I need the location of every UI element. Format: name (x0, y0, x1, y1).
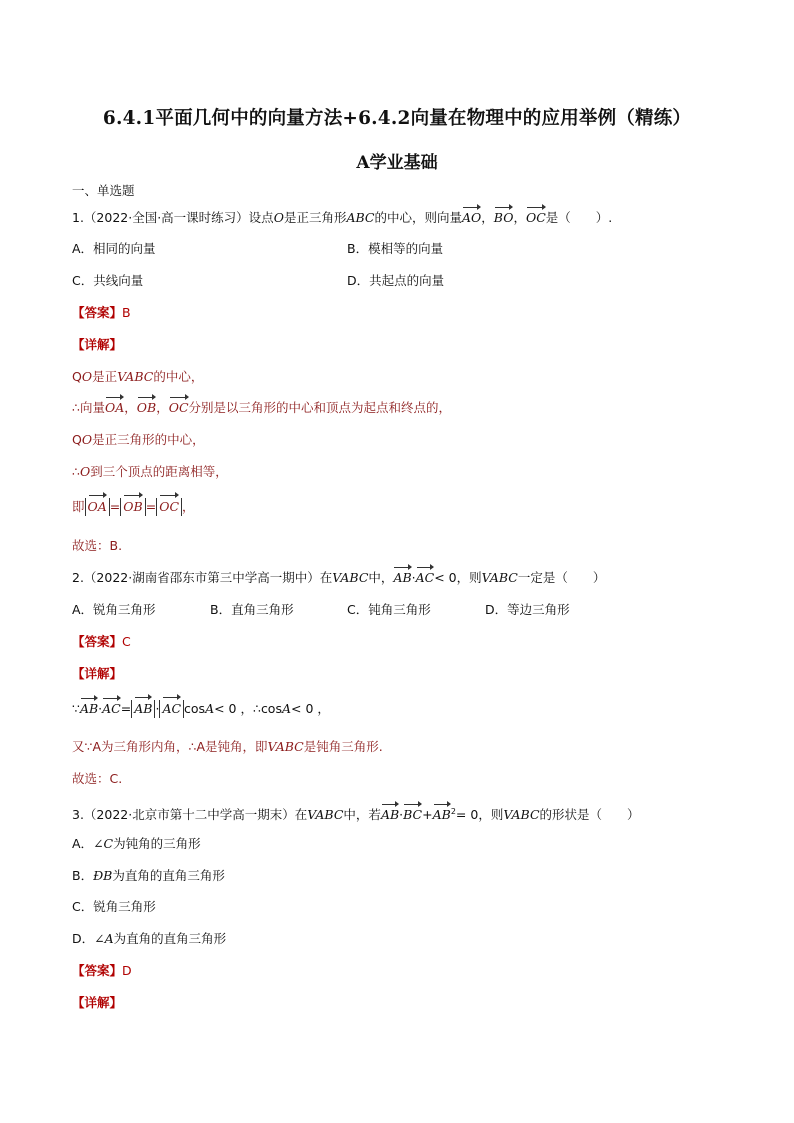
question-1-mid2: 的中心，则向量 (374, 210, 462, 225)
option-prefix: B． (72, 868, 94, 883)
angle-b: ÐB (93, 868, 113, 883)
section-heading: 一、单选题 (72, 183, 135, 198)
question-3 (72, 804, 640, 823)
point-o: O (79, 464, 91, 479)
question-2-prefix: 2.（2022·湖南省邵东市第三中学高一期中）在 (72, 570, 333, 585)
question-3-prefix: 3.（2022·北京市第十二中学高一期末）在 (72, 807, 308, 823)
vector-oa: OA (104, 400, 125, 415)
exponent: 2 (450, 807, 456, 816)
q1-detail-label: 【详解】 (72, 337, 123, 352)
equals-sign: = (120, 701, 132, 716)
question-text: 中，若 (343, 807, 381, 823)
dot-operator: · (411, 570, 416, 585)
vector-oc: OC (168, 400, 189, 415)
step-text: 即 (72, 499, 85, 514)
answer-value: C (122, 634, 131, 649)
page-subtitle: A学业基础 (356, 153, 438, 173)
triangle-abc: VABC (307, 807, 344, 823)
question-2 (72, 570, 605, 586)
because-symbol: Q (72, 369, 82, 384)
q1-option-c: C．共线向量 (72, 273, 144, 288)
angle-a: A (281, 701, 292, 716)
q3-detail-label: 【详解】 (72, 995, 123, 1010)
vector-ob-magnitude: OB (123, 499, 143, 514)
comma: ， (513, 210, 526, 225)
q3-option-b (72, 868, 225, 884)
q2-answer (72, 634, 131, 650)
question-2-tail: 一定是（ ） (517, 570, 606, 585)
answer-label: 【答案】 (72, 634, 123, 649)
vector-ob: OB (136, 400, 157, 415)
q3-option-c: C．锐角三角形 (72, 899, 156, 914)
step-text: 的中心， (153, 369, 204, 384)
q1-option-d: D．共起点的向量 (347, 273, 445, 288)
vector-ab-magnitude: AB (134, 701, 153, 716)
step-text: 分别是以三角形的中心和顶点为起点和终点的， (188, 400, 452, 415)
vector-ab: AB (79, 701, 99, 716)
question-1-prefix: 1.（2022·全国·高一课时练习）设点 (72, 210, 274, 225)
point-o: O (273, 210, 284, 225)
vector-ao: AO (461, 210, 482, 225)
because-symbol: ∵ (72, 701, 80, 716)
page-title: 6.4.1平面几何中的向量方法+6.4.2向量在物理中的应用举例（精练） (102, 108, 692, 129)
step-text: ∴向量 (72, 400, 105, 415)
triangle-abc: VABC (503, 807, 540, 823)
q2-step-1 (72, 700, 330, 718)
option-text: 为直角的直角三角形 (112, 868, 225, 883)
triangle-abc: VABC (117, 369, 154, 384)
q2-detail-label: 【详解】 (72, 666, 123, 681)
vector-oc-magnitude: OC (159, 499, 180, 514)
q1-step-1 (72, 369, 203, 385)
step-text: 到三个顶点的距离相等， (90, 464, 228, 479)
question-1 (72, 210, 612, 226)
equals-sign: = (145, 499, 157, 514)
q3-answer (72, 963, 132, 979)
question-text: ，则 (478, 807, 504, 823)
q2-option-c: C．钝角三角形 (347, 602, 431, 617)
question-text: ，则 (456, 570, 482, 585)
q1-step-5 (72, 498, 195, 516)
vector-bc: BC (403, 807, 423, 823)
q2-option-a: A．锐角三角形 (72, 602, 156, 617)
dot-operator: · (98, 701, 103, 716)
inequality: < 0 ， (291, 701, 330, 716)
vector-ab: AB (393, 570, 412, 585)
step-text: 是正三角形的中心， (92, 432, 205, 447)
vector-ac-magnitude: AC (162, 701, 182, 716)
comma: ， (481, 210, 494, 225)
step-text: 是正 (92, 369, 118, 384)
vector-ab: AB (432, 807, 451, 823)
q1-step-3 (72, 432, 205, 448)
vector-ab: AB (380, 807, 400, 823)
q3-option-a (72, 836, 201, 852)
cos-function: cos (260, 701, 282, 716)
vector-bo: BO (493, 210, 514, 225)
q2-step-2 (72, 739, 383, 755)
option-prefix: D． (72, 931, 95, 946)
equals-sign: = (109, 499, 121, 514)
dot-operator: · (399, 807, 404, 823)
answer-label: 【答案】 (72, 305, 123, 320)
triangle-abc: ABC (346, 210, 375, 225)
answer-value: D (122, 963, 132, 978)
plus-sign: + (422, 807, 433, 823)
inequality: < 0 ，∴ (214, 701, 261, 716)
vector-oc: OC (525, 210, 546, 225)
because-symbol: Q (72, 432, 82, 447)
triangle-abc: VABC (481, 570, 518, 585)
question-1-tail: 是（ ）. (545, 210, 613, 225)
triangle-abc: VABC (332, 570, 369, 585)
q1-step-2: ∴向量OA，OB，OC分别是以三角形的中心和顶点为起点和终点的， (72, 400, 452, 415)
angle-a: ∠A (94, 931, 114, 946)
answer-value: B (122, 305, 131, 320)
q2-option-d: D．等边三角形 (485, 602, 570, 617)
question-text: 中， (368, 570, 394, 585)
angle-c: ∠C (93, 836, 114, 851)
step-text: 是钝角三角形. (303, 739, 383, 754)
cos-function: cos (184, 701, 206, 716)
option-text: 为钝角的三角形 (113, 836, 201, 851)
question-3-tail: 的形状是（ ） (539, 807, 640, 823)
inequality: < 0 (434, 570, 457, 585)
answer-label: 【答案】 (72, 963, 123, 978)
q2-option-b: B．直角三角形 (210, 602, 294, 617)
q1-choose: 故选：B. (72, 538, 123, 553)
point-o: O (81, 369, 93, 384)
point-o: O (81, 432, 93, 447)
step-text: ， (182, 499, 195, 514)
step-text: 又∵A为三角形内角，∴A是钝角，即 (72, 739, 268, 754)
vector-ac: AC (102, 701, 121, 716)
question-1-mid: 是正三角形 (283, 210, 347, 225)
q1-option-b: B．模相等的向量 (347, 241, 444, 256)
vector-oa-magnitude: OA (87, 499, 107, 514)
option-text: 为直角的直角三角形 (113, 931, 227, 946)
q1-option-a: A．相同的向量 (72, 241, 156, 256)
q2-choose: 故选：C. (72, 771, 123, 786)
vector-ac: AC (415, 570, 435, 585)
q1-answer (72, 305, 131, 321)
q1-step-4 (72, 464, 228, 480)
dot-operator: · (155, 701, 160, 716)
option-prefix: A． (72, 836, 94, 851)
therefore-symbol: ∴ (72, 464, 80, 479)
equation: = 0 (455, 807, 479, 823)
triangle-abc: VABC (267, 739, 304, 754)
q3-option-d (72, 931, 226, 947)
angle-a: A (205, 701, 215, 716)
